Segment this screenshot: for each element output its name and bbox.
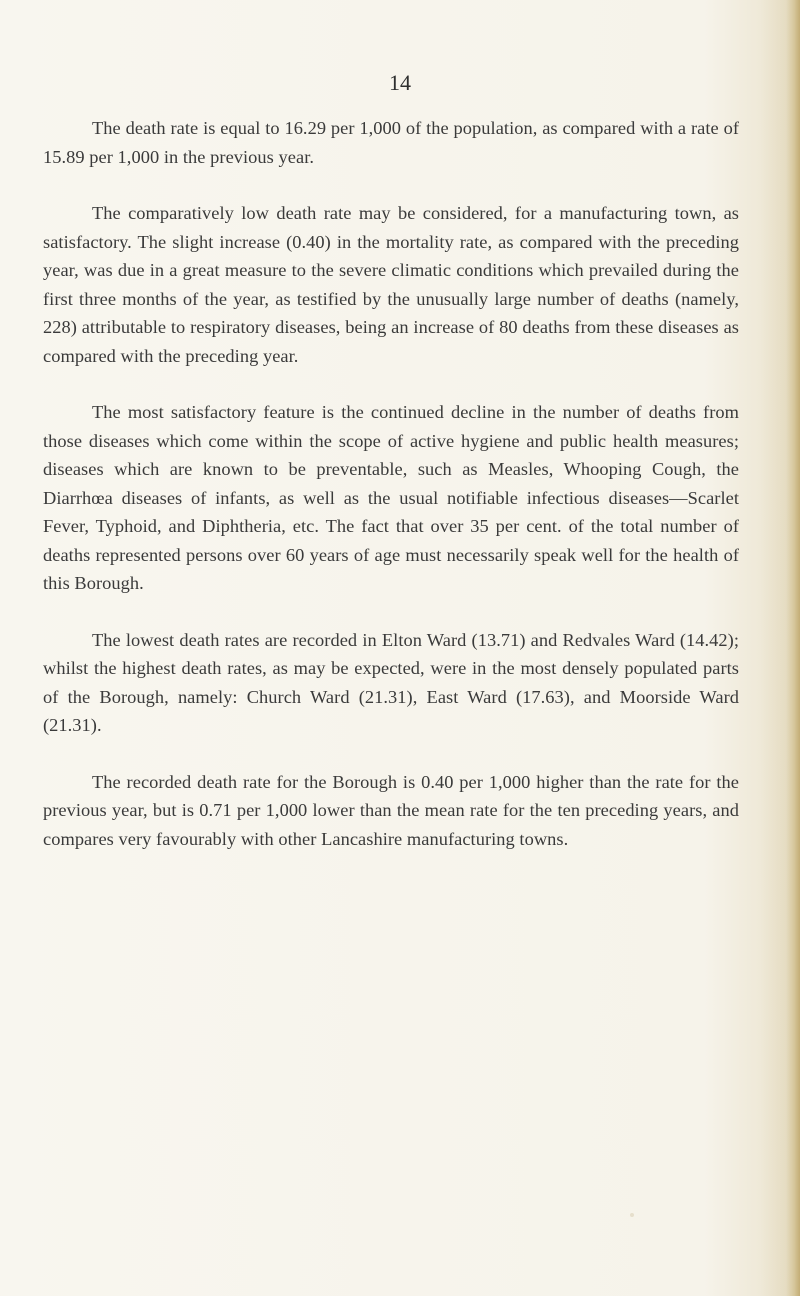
paragraph-death-rate: The death rate is equal to 16.29 per 1,000 of the population, as compared with a rate of 15.89 per 1,000 in the previous year. [43, 118, 739, 167]
paper-speck [630, 1213, 634, 1217]
page-number: 14 [389, 70, 411, 95]
paragraph-preventable-diseases: The most satisfactory feature is the continued decline in the number of deaths from those diseases which come within the scope of active hygiene and public health measures; diseases which are known to be preventable, such as Measles, Whooping Cough, the Diarrhœa diseases of infants, as well as the usual notifiable infectious diseases—Scarlet Fever, Typhoid, and Diphtheria, etc. The fact that over 35 per cent. of the total number of deaths represented persons over 60 years of age must necessarily speak well for the health of this Borough. [43, 402, 739, 593]
page-edge-shadow [786, 0, 800, 1296]
paragraph-borough-comparison: The recorded death rate for the Borough is 0.40 per 1,000 higher than the rate for the previous year, but is 0.71 per 1,000 lower than the mean rate for the ten preceding years, and compares very favourably with other Lancashire manufacturing towns. [43, 771, 739, 849]
paragraph-mortality-increase: The comparatively low death rate may be considered, for a manufacturing town, as satisfactory. The slight increase (0.40) in the mortality rate, as compared with the preceding year, was due in a great measure to the severe climatic conditions which prevailed during the first three months of the year, as testified by the unusually large number of deaths (namely, 228) attributable to respiratory diseases, being an increase of 80 deaths from these diseases as compared with the preceding year. [43, 203, 739, 366]
body-text [43, 114, 739, 881]
paragraph-ward-rates: The lowest death rates are recorded in Elton Ward (13.71) and Redvales Ward (14.42); whilst the highest death rates, as may be expected, were in the most densely populated parts of the Borough, namely: Church Ward (21.31), East Ward (17.63), and Moorside Ward (21.31). [43, 629, 739, 735]
